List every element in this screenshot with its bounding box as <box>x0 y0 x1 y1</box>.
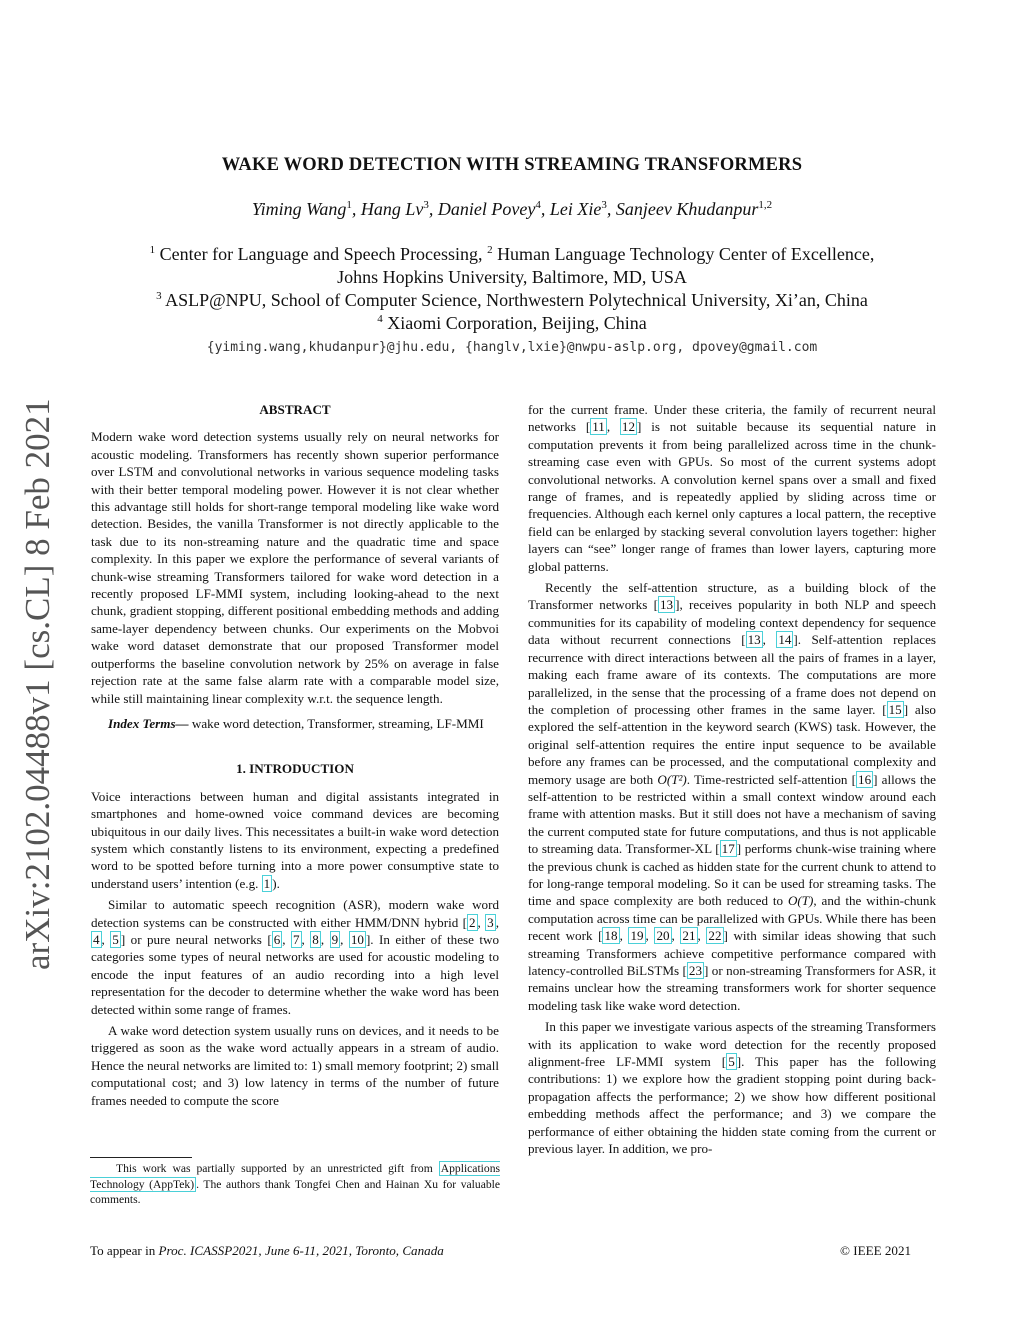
citation-link[interactable]: 17 <box>721 841 735 857</box>
author-name: Lei Xie <box>549 199 602 219</box>
citation-link[interactable]: 23 <box>688 963 702 978</box>
paragraph-text: ] or pure neural networks [ <box>120 931 272 947</box>
index-terms-text: wake word detection, Transformer, streaming, LF-MMI <box>188 715 484 731</box>
right-column <box>528 401 936 1161</box>
citation-link[interactable]: 13 <box>660 597 674 613</box>
paragraph-text: ] also explored the self-attention in the keyword search (KWS) task. However, the original self-attention requires the entire input sequence to be available before any frames can be processed, and the computational complexity and memory usage are both <box>528 701 936 787</box>
paragraph-text: ] allows the self-attention to be restricted within a small context window around each frame with attention masks. But it still does not have a mechanism of saving the current computed state for future computations, and thus is not applicable to streaming data. Transformer-XL [ <box>528 771 936 857</box>
citation-link[interactable]: 2 <box>468 914 476 930</box>
footnote-divider <box>90 1157 192 1158</box>
affiliation-mark: 1 <box>149 244 156 256</box>
right-paragraph-2: Recently the self-attention structure, as a building block of the Transformer networks [ 13 ], receives popularity in both NLP and speech communities for its capability of modeling context dependency for sequence data without recurrent connections [ 13 , 14 ]. Self-attention replaces recurrence with direct interactions between all the pairs of frames in a layer, making each frame aware of its contexts. The computations are more parallelized, in the sense that the processing of a frame does not depend on the completion of processing other frames in the same layer. [ 15 ] also explored the self-attention in the keyword search (KWS) task. However, the original self-attention requires the entire input sequence to be available before any frames can be processed, and the computational complexity and memory usage are both O(T²). Time-restricted self-attention [ 16 ] allows the self-attention to be restricted within a small context window around each frame with attention masks. But it still does not have a mechanism of saving the current computed state for future computations, and thus is not applicable to streaming data. Transformer-XL [ 17 ] performs chunk-wise training where the previous chunk is cached as hidden state for the current chunk to attend to for long-range temporal modeling. So it can be used for streaming tasks. The time and space complexity are both reduced to O(T), and the within-chunk computation across time can be parallelized with GPUs. While there has been recent work [ 18 , 19 , 20 , 21 , 22 ] with similar ideas showing that such streaming Transformers achieve competitive performance compared with latency-controlled BiLSTMs [ 23 ] or non-streaming Transformers for ASR, it remains unclear how the streaming transformers work for shorter sequence modeling task like wake word detection. <box>528 580 937 1013</box>
paragraph-text: Recently the self-attention structure, as a building block of the Transformer networks [ <box>528 580 936 613</box>
author-affiliation-mark: 3 <box>423 199 429 211</box>
affiliation-line-3 <box>0 290 1024 311</box>
paragraph-text: ] is not suitable because its sequential nature in computation prevents it from being parallelized across time in the chunk-streaming case even with GPUs. So most of the current systems adopt convolutional networks. A convolution kernel spans over a small and fixed range of frames, and is repeatedly applied by sliding across time or frequencies. Although each kernel only captures a local pattern, the receptive field can be enlarged by stacking several convolution layers together: higher layers can “see” longer range of frames than lower layers, capturing more global patterns. <box>528 419 937 574</box>
abstract-text: Modern wake word detection systems usually rely on neural networks for acoustic modeling. Transformers has recently shown superior performance over LSTM and convolutional networks in various sequence modeling tasks with their better temporal modeling power. However it is not clear whether this advantage still holds for short-range temporal modeling like wake word detection. Besides, the vanilla Transformer is not directly applicable to the task due to its non-streaming nature and the quadratic time and space complexity. In this paper we explore the performance of several variants of chunk-wise streaming Transformers tailored for wake word detection in a recently proposed LF-MMI system, including looking-ahead to the next chunk, gradient stopping, different positional embedding methods and adding same-layer dependency between chunks. Our experiments on the Mobvoi wake word dataset demonstrate that our proposed Transformer model outperforms the baseline convolution network by 25% on average in false rejection rate at the same false alarm rate with a comparable model size, while still maintaining linear complexity w.r.t. the sequence length. <box>91 429 499 706</box>
abstract-heading: ABSTRACT <box>259 402 331 417</box>
paragraph-text: Voice interactions between human and digital assistants integrated in smartphones and home-owned voice command devices are becoming ubiquitous in our daily lives. This necessitates a built-in wake word detection system which constantly listens to its environment, expecting a predefined word to be spotted before turning into a more power consumptive state to understand users’ intention (e.g. <box>91 788 499 891</box>
paragraph-text: ] performs chunk-wise training where the previous chunk is cached as hidden state for the current chunk to attend to for long-range temporal modeling. So it can be used for streaming tasks. The time and space complexity are both reduced to <box>528 841 936 909</box>
affiliation-mark: 3 <box>156 290 162 302</box>
footer-venue <box>90 1243 444 1259</box>
author-name: Daniel Povey <box>437 199 536 219</box>
affiliation-line-4 <box>0 313 1024 334</box>
author-name: Sanjeev Khudanpur <box>615 199 759 219</box>
citation-link[interactable]: 18 <box>604 928 618 944</box>
index-terms-label: Index Terms— <box>108 715 189 731</box>
paragraph-text: , and the within-chunk computation across time can be parallelized with GPUs. While there has been recent work [ <box>528 893 937 944</box>
citation-link[interactable]: 22 <box>708 928 722 944</box>
left-column <box>91 401 499 1113</box>
citation-link[interactable]: 14 <box>778 632 792 648</box>
citation-link[interactable]: 16 <box>858 771 872 787</box>
affiliation-text: Xiaomi Corporation, Beijing, China <box>387 313 647 333</box>
paragraph-text: ] or non-streaming Transformers for ASR, it remains unclear how the streaming transformers work for shorter sequence modeling task like wake word detection. <box>528 963 936 1013</box>
author-name: Yiming Wang <box>251 199 347 219</box>
affiliation-line-1 <box>0 244 1024 265</box>
affiliation-mark: 4 <box>377 313 383 325</box>
paragraph-text: for the current frame. Under these criteria, the family of recurrent neural networks [ <box>528 402 936 435</box>
paper-title: WAKE WORD DETECTION WITH STREAMING TRANSFORMERS <box>221 155 803 175</box>
author-affiliation-mark: 3 <box>601 199 607 211</box>
citation-link[interactable]: 12 <box>621 419 636 435</box>
footer-prefix: To appear in <box>90 1243 159 1258</box>
right-paragraph-1: for the current frame. Under these criteria, the family of recurrent neural networks [ 11 , 12 ] is not suitable because its sequential nature in computation prevents it from being parallelized across time in the chunk-streaming case even with GPUs. So most of the current systems adopt convolutional networks. A convolution kernel spans over a small and fixed range of frames, and is repeatedly applied by sliding across time or frequencies. Although each kernel only captures a local pattern, the receptive field can be enlarged by stacking several convolution layers together: higher layers can “see” longer range of frames than lower layers, capturing more global patterns. <box>528 402 937 574</box>
paragraph-text: ). <box>272 875 280 891</box>
citation-link[interactable]: 15 <box>888 701 902 717</box>
author-name: Hang Lv <box>360 199 424 219</box>
paragraph-text: ], receives popularity in both NLP and speech communities for its capability of modeling context dependency for sequence data without recurrent connections [ <box>528 597 936 648</box>
paragraph-text: ]. Self-attention replaces recurrence with direct interactions between all the pairs of frames in a layer, making each frame aware of its contexts. The computations are more parallelized, in the sense that the processing of a frame does not depend on the completion of processing other frames in the same layer. [ <box>528 632 937 717</box>
citation-link[interactable]: 9 <box>331 931 339 947</box>
paragraph-text: . Time-restricted self-attention [ <box>686 771 857 787</box>
arxiv-side-identifier: arXiv:2102.04488v1 [cs.CL] 8 Feb 2021 <box>18 398 57 970</box>
author-affiliation-mark: 4 <box>535 199 541 211</box>
paragraph-text: ]. In either of these two categories some types of neural networks are used for acoustic modeling to encode the input features of an audio recording into a high level representation for the decoder to determine whether the wake word has been detected within some range of frames. <box>91 931 500 1017</box>
citation-link[interactable]: 5 <box>728 1054 735 1070</box>
author-affiliation-mark: 1 <box>346 199 352 211</box>
affiliation-mark: 2 <box>487 244 493 256</box>
math-expression: O(T²) <box>657 771 687 787</box>
citation-link[interactable]: 21 <box>682 928 696 944</box>
right-paragraph-3 <box>528 1018 936 1157</box>
affiliation-line-2: Johns Hopkins University, Baltimore, MD, USA <box>337 267 687 287</box>
author-list: Yiming Wang$^1$, Hang Lv$^3$, Daniel Povey$^4$, Lei Xie$^3$, Sanjeev Khudanpur$^{1,2}$ <box>251 199 773 219</box>
author-affiliation-mark: 1,2 <box>758 199 773 211</box>
citation-link[interactable]: 19 <box>630 928 644 944</box>
citation-link[interactable]: 1 <box>263 875 271 891</box>
math-expression: O(T) <box>787 893 814 909</box>
affiliation-text: Human Language Technology Center of Excellence, <box>497 244 875 264</box>
intro-paragraph-3: A wake word detection system usually runs on devices, and it needs to be triggered as soon as the wake word actually appears in a stream of audio. Hence the neural networks are limited to: 1) small memory footprint; 2) small computational cost; and 3) low latency in terms of the number of future frames needed to compute the score <box>91 1023 499 1108</box>
paragraph-text: ] with similar ideas showing that such streaming Transformers achieve competitive performance compared with latency-controlled BiLSTMs [ <box>528 928 937 978</box>
citation-link[interactable]: 11 <box>592 419 605 435</box>
citation-link[interactable]: 4 <box>93 931 100 947</box>
citation-link[interactable]: 10 <box>350 931 364 947</box>
footnote <box>90 1161 500 1208</box>
citation-link[interactable]: 20 <box>656 928 670 944</box>
author-emails: {yiming.wang,khudanpur}@jhu.edu, {hanglv,lxie}@nwpu-aslp.org, dpovey@gmail.com <box>206 340 818 355</box>
citation-link[interactable]: 5 <box>112 931 119 947</box>
citation-link[interactable]: 3 <box>487 914 494 930</box>
citation-link[interactable]: 7 <box>293 931 300 947</box>
paragraph-text: Similar to automatic speech recognition (ASR), modern wake word detection systems can be constructed with either HMM/DNN hybrid [ <box>91 897 499 930</box>
footnote-text: This work was partially supported by an unrestricted gift from <box>116 1162 439 1175</box>
section-heading-introduction: 1. INTRODUCTION <box>236 761 354 777</box>
citation-link[interactable]: 8 <box>312 931 319 947</box>
paragraph-text: In this paper we investigate various aspects of the streaming Transformers with its application to wake word detection for the recently proposed alignment-free LF-MMI system [ <box>528 1019 936 1070</box>
intro-paragraph-2: Similar to automatic speech recognition (ASR), modern wake word detection systems can be constructed with either HMM/DNN hybrid [ 2 , 3 , 4 , 5 ] or pure neural networks [ 6 , 7 , 8 , 9 , 10 ]. In either of these two categories some types of neural networks are used for acoustic modeling to encode the input features of an audio recording into a high level representation for the decoder to determine whether the wake word has been detected within some range of frames. <box>91 897 500 1017</box>
affiliation-text: Center for Language and Speech Processing, <box>159 244 483 264</box>
footer-venue-text: Proc. ICASSP2021, June 6-11, 2021, Toronto, Canada <box>158 1243 444 1258</box>
apptek-link[interactable]: Applications Technology (AppTek) <box>90 1162 500 1191</box>
index-terms <box>91 715 499 732</box>
footnote-text: . The authors thank Tongfei Chen and Hainan Xu for valuable comments. <box>90 1177 500 1206</box>
intro-paragraph-1 <box>91 788 499 892</box>
citation-link[interactable]: 13 <box>747 632 761 648</box>
paragraph-text: ]. This paper has the following contributions: 1) we explore how the gradient stopping point during back-propagation affects the performance; 2) we show how different positional embedding methods affect the performance; and 3) we compare the performance of either obtaining the hidden state coming from the current or previous layer. In addition, we pro- <box>528 1054 937 1157</box>
affiliation-text: ASLP@NPU, School of Computer Science, Northwestern Polytechnical University, Xi’an, China <box>165 290 868 310</box>
footer-copyright: © IEEE 2021 <box>840 1243 912 1258</box>
citation-link[interactable]: 6 <box>273 931 281 947</box>
